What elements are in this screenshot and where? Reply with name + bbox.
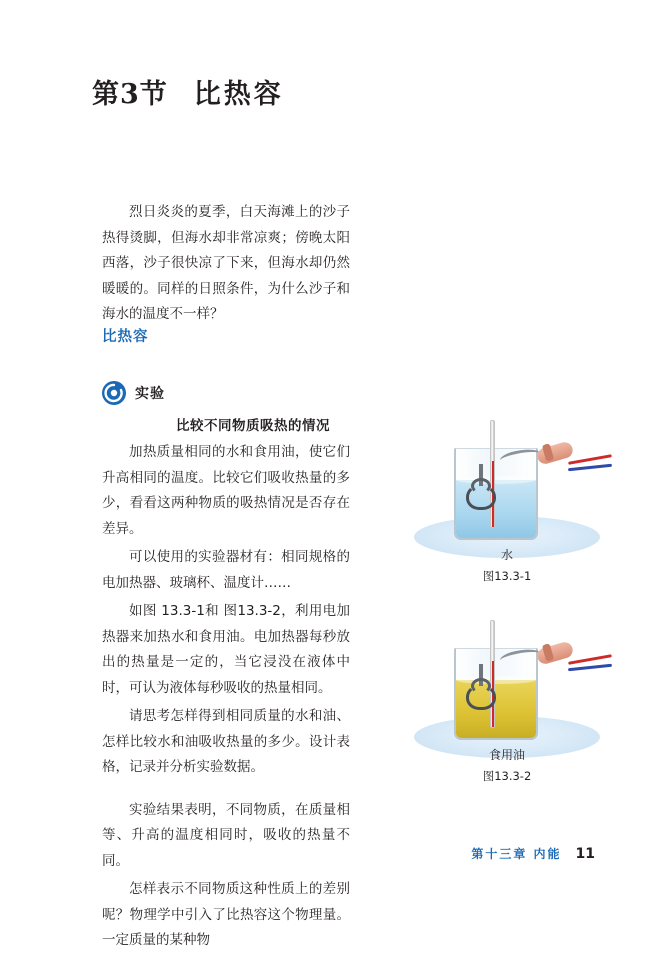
experiment-title: 比较不同物质吸热的情况 [176,418,330,434]
experiment-paragraph-1: 加热质量相同的水和食用油，使它们升高相同的温度。比较它们吸收热量的多少，看看这两种物质的吸热情况是否存在差异。 [102,444,350,537]
figure-oil [392,620,622,783]
page-title [92,72,284,111]
heater-wires [568,654,614,676]
footer-chapter: 第十三章 内能 [471,847,562,861]
intro-paragraph: 烈日炎炎的夏季，白天海滩上的沙子热得烫脚，但海水却非常凉爽；傍晚太阳西落，沙子很快凉了下来，但海水却仍然暖暖的。同样的日照条件，为什么沙子和海水的温度不一样？ [102,204,350,322]
heater-wires [568,454,614,476]
body-column [102,440,350,957]
electric-heater [466,664,500,712]
experiment-paragraph-3: 如图 13.3-1和 图13.3-2，利用电加热器来加热水和食用油。电加热器每秒放出的热量是一定的，当它浸没在液体中时，可认为液体每秒吸收的热量相同。 [102,603,350,696]
figure-water-substance-label: 水 [500,548,513,562]
experiment-paragraph-4: 请思考怎样得到相同质量的水和油、怎样比较水和油吸收热量的多少。设计表格，记录并分析实验数据。 [102,708,350,775]
section-number: 第3节 [92,79,168,110]
experiment-marker [101,380,165,406]
figure-water-illustration [392,420,622,583]
conclusion-paragraph-2: 怎样表示不同物质这种性质上的差别呢？物理学中引入了比热容这个物理量。一定质量的某种物 [102,881,350,948]
wire-blue [568,664,612,672]
heater-coil [466,484,496,510]
electric-heater [466,464,500,512]
figure-oil-caption: 图13.3-2 [482,769,532,783]
heater-coil [466,684,496,710]
figure-oil-illustration [392,620,622,783]
wire-red [568,454,612,465]
page-footer [471,845,595,862]
wire-blue [568,464,612,472]
wire-red [568,654,612,665]
experiment-label: 实验 [135,386,165,402]
conclusion-paragraph-1: 实验结果表明，不同物质，在质量相等、升高的温度相同时，吸收的热量不同。 [102,801,350,869]
section-title: 比热容 [193,79,284,110]
figure-water [392,420,622,583]
section-heading: 比热容 [102,329,149,345]
experiment-paragraph-2: 可以使用的实验器材有：相同规格的电加热器、玻璃杯、温度计…… [102,549,350,591]
page-number: 11 [575,846,595,862]
experiment-circle-icon [101,380,127,406]
figure-oil-substance-label: 食用油 [488,748,525,762]
figure-water-caption: 图13.3-1 [482,569,532,583]
